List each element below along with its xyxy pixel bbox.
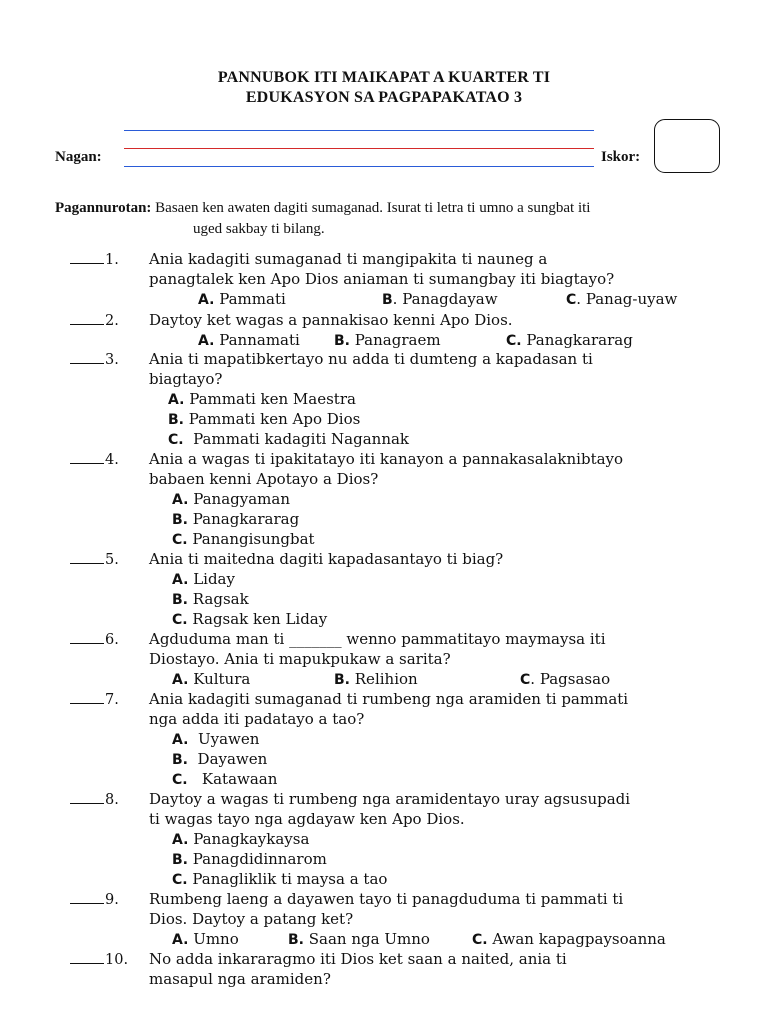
option-letter: B.: [168, 412, 184, 428]
answer-blank[interactable]: [70, 451, 104, 464]
answer-option: [172, 730, 259, 748]
question-number-text: 9.: [105, 892, 119, 908]
instructions-label: Pagannurotan:: [55, 200, 152, 216]
question-number: [70, 691, 119, 708]
answer-option: [288, 930, 430, 948]
question-text: Daytoy ket wagas a pannakisao kenni Apo Dios.: [149, 311, 513, 329]
option-text: Pammati ken Maestra: [184, 390, 356, 408]
option-text: Panangisungbat: [187, 530, 315, 548]
option-text: . Panagdayaw: [392, 290, 498, 308]
instructions-line-2: uged sakbay ti bilang.: [193, 221, 325, 237]
option-letter: B.: [172, 852, 188, 868]
option-letter: B.: [172, 512, 188, 528]
option-text: Uyawen: [188, 730, 260, 748]
option-letter: A.: [172, 672, 189, 688]
option-text: Panagliklik ti maysa a tao: [187, 870, 388, 888]
nagan-label: Nagan:: [55, 149, 102, 165]
answer-option: [172, 530, 315, 548]
answer-option: [168, 430, 409, 448]
iskor-label: Iskor:: [601, 149, 641, 165]
question-number: [70, 251, 119, 268]
option-text: Panagkararag: [188, 510, 300, 528]
question-text: ti wagas tayo nga agdayaw ken Apo Dios.: [149, 810, 465, 828]
answer-option: [172, 570, 235, 588]
question-number-text: 5.: [105, 552, 119, 568]
name-line-blue-top: [124, 130, 594, 131]
option-letter: C.: [172, 772, 188, 788]
answer-blank[interactable]: [70, 631, 104, 644]
instructions-text-1: Basaen ken awaten dagiti sumaganad. Isurat ti letra ti umno a sungbat iti: [155, 200, 591, 216]
question-text: panagtalek ken Apo Dios aniaman ti sumangbay iti biagtayo?: [149, 270, 615, 288]
name-line-red: [124, 148, 594, 149]
question-number-text: 8.: [105, 792, 119, 808]
option-text: . Pagsasao: [530, 670, 611, 688]
option-text: Ragsak: [188, 590, 249, 608]
document-title-line-1: PANNUBOK ITI MAIKAPAT A KUARTER TI: [217, 69, 551, 86]
answer-option: [334, 331, 441, 349]
question-number-text: 4.: [105, 452, 119, 468]
answer-option: [172, 610, 327, 628]
score-box[interactable]: [654, 119, 720, 173]
question-text: nga adda iti padatayo a tao?: [149, 710, 365, 728]
option-letter: B.: [334, 333, 350, 349]
question-text: Ania a wagas ti ipakitatayo iti kanayon a pannakasalaknibtayo: [149, 450, 624, 468]
question-text: Rumbeng laeng a dayawen tayo ti panagduduma ti pammati ti: [149, 890, 624, 908]
answer-option: [172, 870, 387, 888]
answer-blank[interactable]: [70, 351, 104, 364]
answer-option: [172, 590, 249, 608]
question-text: Daytoy a wagas ti rumbeng nga aramidentayo uray agsusupadi: [149, 790, 631, 808]
option-letter: A.: [168, 392, 185, 408]
question-text: Ania kadagiti sumaganad ti mangipakita ti nauneg a: [149, 250, 548, 268]
option-letter: A.: [198, 292, 215, 308]
option-text: Saan nga Umno: [304, 930, 430, 948]
option-text: Pammati kadagiti Nagannak: [183, 430, 410, 448]
option-text: Ragsak ken Liday: [187, 610, 328, 628]
option-letter: C: [566, 292, 577, 308]
option-text: Liday: [188, 570, 235, 588]
option-letter: A.: [172, 572, 189, 588]
answer-option: [172, 830, 309, 848]
option-letter: C.: [472, 932, 488, 948]
question-number-text: 10.: [105, 952, 129, 968]
question-number: [70, 891, 119, 908]
answer-option: [506, 331, 633, 349]
answer-blank[interactable]: [70, 791, 104, 804]
option-text: Pammati ken Apo Dios: [184, 410, 361, 428]
answer-blank[interactable]: [70, 251, 104, 264]
question-text: Dios. Daytoy a patang ket?: [149, 910, 354, 928]
option-text: Kultura: [188, 670, 251, 688]
option-letter: A.: [172, 932, 189, 948]
question-number: [70, 951, 128, 968]
answer-option: [172, 750, 267, 768]
answer-option: [472, 930, 666, 948]
option-text: Awan kapagpaysoanna: [487, 930, 666, 948]
option-text: Panagdidinnarom: [188, 850, 327, 868]
question-number: [70, 312, 119, 329]
option-letter: A.: [198, 333, 215, 349]
option-text: Panagraem: [350, 331, 441, 349]
answer-option: [168, 390, 356, 408]
answer-blank[interactable]: [70, 551, 104, 564]
answer-option: [566, 290, 677, 308]
option-text: Panagyaman: [188, 490, 291, 508]
question-number: [70, 791, 119, 808]
question-text: biagtayo?: [149, 370, 223, 388]
answer-option: [382, 290, 498, 308]
question-number-text: 1.: [105, 252, 119, 268]
answer-option: [172, 930, 239, 948]
question-text: No adda inkararagmo iti Dios ket saan a naited, ania ti: [149, 950, 567, 968]
option-letter: B.: [172, 752, 188, 768]
answer-option: [172, 490, 290, 508]
option-letter: C.: [172, 532, 188, 548]
answer-option: [172, 670, 250, 688]
question-number-text: 3.: [105, 352, 119, 368]
option-text: Pannamati: [214, 331, 300, 349]
question-number: [70, 551, 119, 568]
question-number: [70, 451, 119, 468]
option-text: Dayawen: [188, 750, 268, 768]
instructions-line-1: [55, 200, 590, 217]
option-letter: C: [520, 672, 531, 688]
option-letter: A.: [172, 492, 189, 508]
answer-blank[interactable]: [70, 891, 104, 904]
option-text: . Panag-uyaw: [576, 290, 678, 308]
question-text: Ania kadagiti sumaganad ti rumbeng nga aramiden ti pammati: [149, 690, 629, 708]
option-text: Katawaan: [187, 770, 278, 788]
option-letter: A.: [172, 732, 189, 748]
question-text: Agduduma man ti _______ wenno pammatitayo maymaysa iti: [149, 630, 606, 648]
answer-option: [168, 410, 360, 428]
question-text: babaen kenni Apotayo a Dios?: [149, 470, 379, 488]
answer-blank[interactable]: [70, 691, 104, 704]
answer-option: [172, 850, 327, 868]
option-text: Panagkararag: [521, 331, 633, 349]
question-number-text: 2.: [105, 313, 119, 329]
answer-option: [172, 510, 299, 528]
option-letter: B.: [172, 592, 188, 608]
answer-option: [172, 770, 277, 788]
answer-blank[interactable]: [70, 312, 104, 325]
question-number: [70, 631, 119, 648]
question-number-text: 6.: [105, 632, 119, 648]
name-line-blue-bottom: [124, 166, 594, 167]
option-letter: A.: [172, 832, 189, 848]
option-letter: B.: [288, 932, 304, 948]
answer-option: [198, 290, 286, 308]
question-text: Diostayo. Ania ti mapukpukaw a sarita?: [149, 650, 451, 668]
answer-option: [520, 670, 610, 688]
option-letter: C.: [506, 333, 522, 349]
option-text: Umno: [188, 930, 239, 948]
question-text: Ania ti maitedna dagiti kapadasantayo ti biag?: [149, 550, 504, 568]
question-text: masapul nga aramiden?: [149, 970, 331, 988]
question-number-text: 7.: [105, 692, 119, 708]
answer-option: [198, 331, 300, 349]
question-number: [70, 351, 119, 368]
option-letter: B: [382, 292, 393, 308]
option-letter: B.: [334, 672, 350, 688]
option-text: Panagkaykaysa: [188, 830, 310, 848]
option-text: Relihion: [350, 670, 418, 688]
question-text: Ania ti mapatibkertayo nu adda ti dumteng a kapadasan ti: [149, 350, 593, 368]
option-text: Pammati: [214, 290, 286, 308]
answer-option: [334, 670, 418, 688]
option-letter: C.: [172, 872, 188, 888]
document-title-line-2: EDUKASYON SA PAGPAPAKATAO 3: [245, 89, 523, 106]
answer-blank[interactable]: [70, 951, 104, 964]
option-letter: C.: [172, 612, 188, 628]
option-letter: C.: [168, 432, 184, 448]
